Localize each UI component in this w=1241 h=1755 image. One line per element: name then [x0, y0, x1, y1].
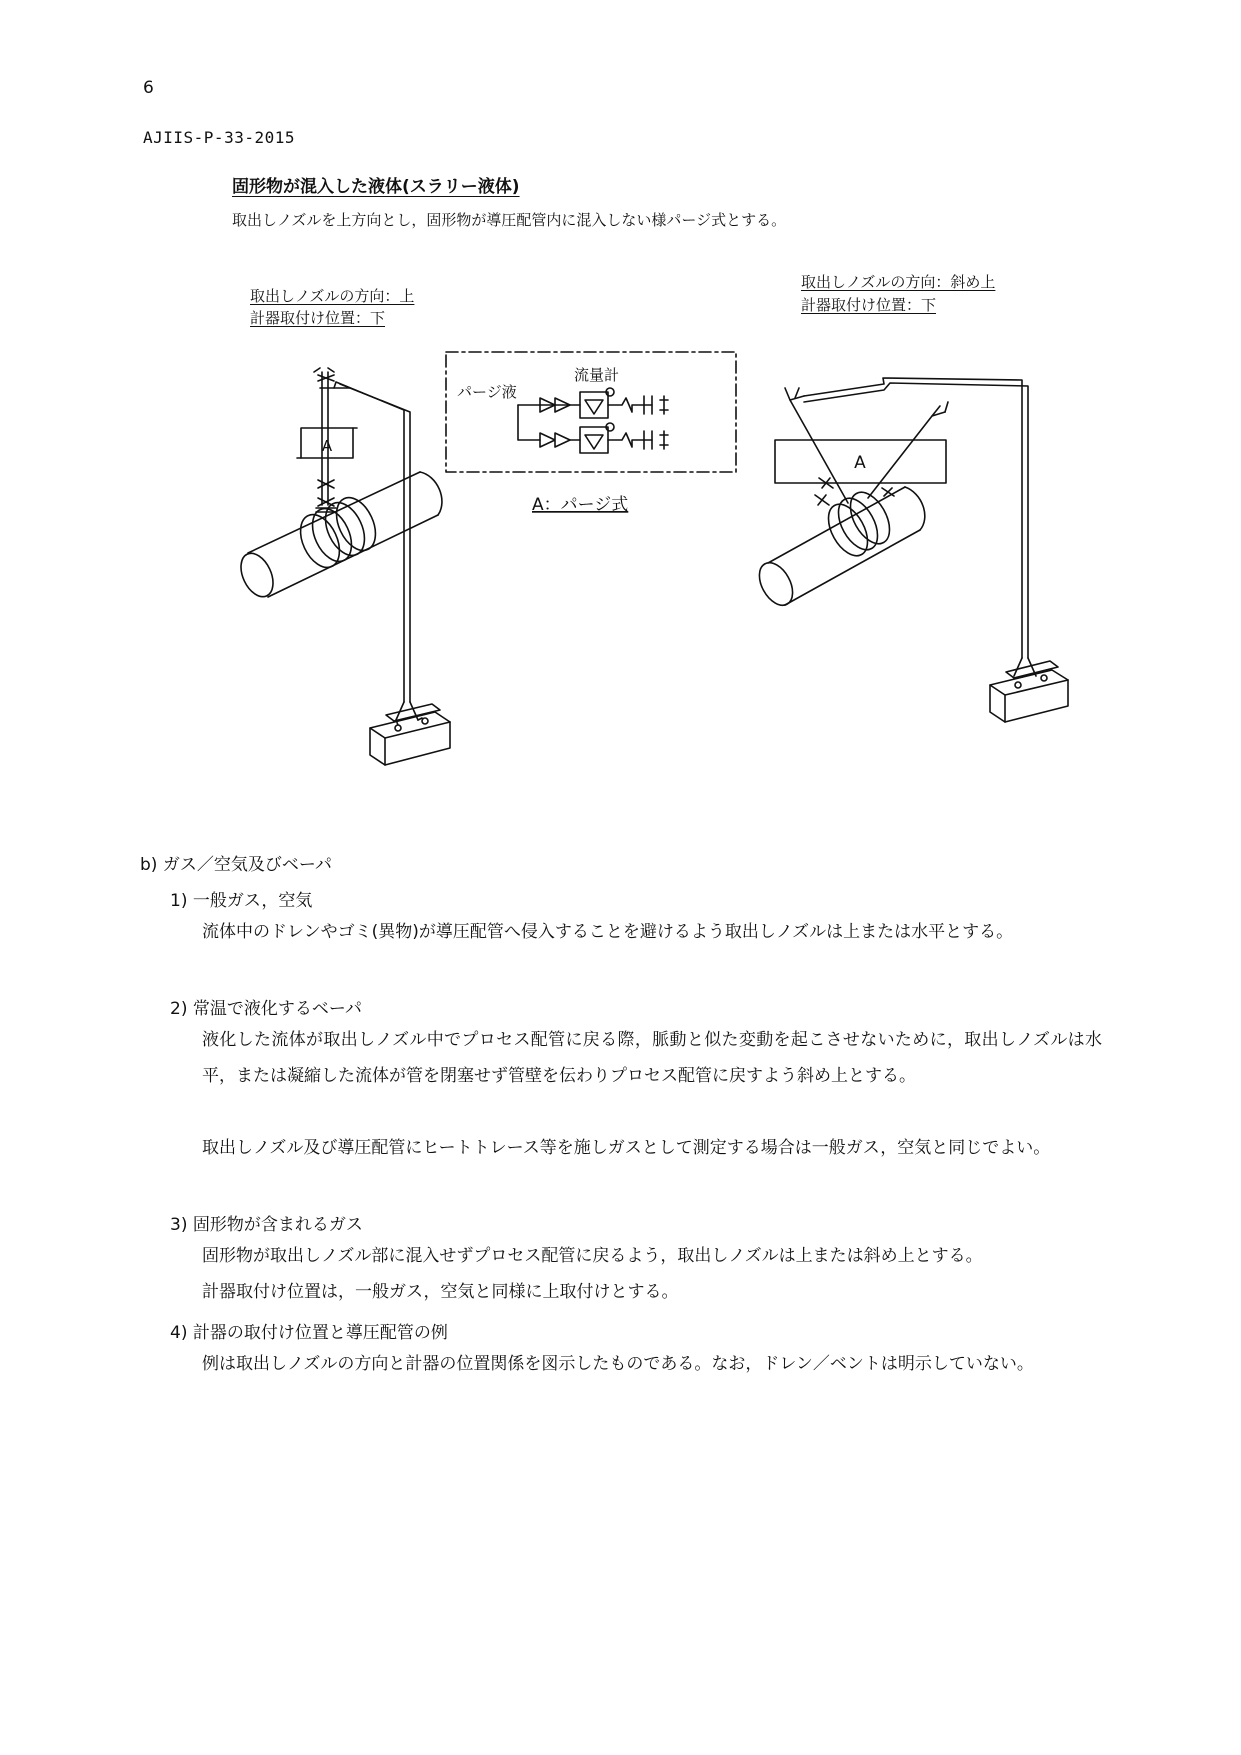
b-heading: b) ガス／空気及びベーパ	[140, 855, 332, 875]
left-caption-line1: 取出しノズルの方向：上	[250, 287, 415, 305]
page-number: 6	[143, 78, 154, 98]
purge-caption: A：パージ式	[532, 495, 629, 515]
item1-text: 流体中のドレンやゴミ(異物)が導圧配管へ侵入することを避けるよう取出しノズルは上または水平とする。	[202, 922, 1014, 942]
section-title: 固形物が混入した液体(スラリー液体)	[232, 177, 520, 197]
piping-diagram	[0, 0, 1241, 800]
right-transmitter	[990, 661, 1068, 722]
right-valves	[785, 388, 948, 505]
left-caption-line2: 計器取付け位置：下	[250, 309, 386, 327]
item4-text: 例は取出しノズルの方向と計器の位置関係を図示したものである。なお，ドレン／ベントは明示していない。	[202, 1354, 1034, 1374]
document-id: AJIIS-P-33-2015	[143, 128, 295, 147]
section-description: 取出しノズルを上方向とし，固形物が導圧配管内に混入しない様パージ式とする。	[232, 211, 787, 229]
item3-text2: 計器取付け位置は，一般ガス，空気と同様に上取付けとする。	[202, 1282, 679, 1302]
item2-heading: 2) 常温で液化するベーパ	[170, 999, 363, 1019]
right-nozzle-lines	[790, 378, 1036, 676]
left-transmitter	[370, 704, 450, 765]
flowmeter-label: 流量計	[574, 366, 620, 384]
right-process-pipe	[753, 486, 925, 611]
item2-text1: 液化した流体が取出しノズル中でプロセス配管に戻る際，脈動と似た変動を起こさせないために，取出しノズルは水平，または凝縮した流体が管を閉塞せず管壁を伝わりプロセス配管に戻すよう斜め上とする。	[202, 1030, 1102, 1086]
purge-liquid-label: パージ液	[457, 383, 517, 401]
item1-heading: 1) 一般ガス，空気	[170, 891, 313, 911]
item4-heading: 4) 計器の取付け位置と導圧配管の例	[170, 1323, 448, 1343]
left-process-pipe	[235, 472, 442, 602]
left-nozzle-line	[320, 372, 418, 720]
purge-lines	[518, 388, 668, 453]
right-box-a-label: A	[854, 453, 866, 473]
left-box-a-label: A	[321, 437, 333, 455]
item3-text1: 固形物が取出しノズル部に混入せずプロセス配管に戻るよう，取出しノズルは上または斜め上とする。	[202, 1246, 983, 1266]
right-caption-line1: 取出しノズルの方向：斜め上	[801, 273, 996, 291]
right-caption-line2: 計器取付け位置：下	[801, 296, 937, 314]
item2-text2: 取出しノズル及び導圧配管にヒートトレース等を施しガスとして測定する場合は一般ガス，空気と同じでよい。	[202, 1138, 1051, 1158]
item3-heading: 3) 固形物が含まれるガス	[170, 1215, 363, 1235]
